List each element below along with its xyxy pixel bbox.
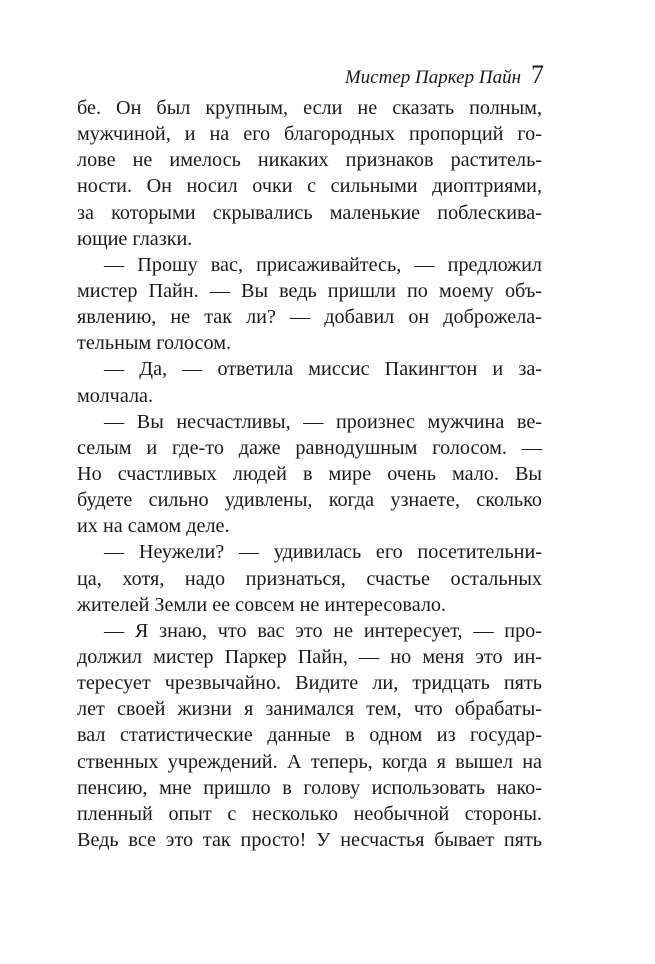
text-line: ца, хотя, надо признаться, счастье остальных bbox=[77, 567, 542, 590]
text-line: лет своей жизни я занимался тем, что обрабаты- bbox=[77, 698, 542, 721]
text-line: ющие глазки. bbox=[77, 227, 193, 250]
text-line: за которыми скрывались маленькие поблескива- bbox=[77, 201, 542, 224]
running-title: Мистер Паркер Пайн bbox=[344, 67, 521, 88]
text-line: — Я знаю, что вас это не интересует, — про- bbox=[104, 619, 542, 642]
text-line: Ведь все это так просто! У несчастья бывает пять bbox=[77, 828, 542, 851]
text-line: ности. Он носил очки с сильными диоптриями, bbox=[77, 175, 542, 198]
text-line: мужчиной, и на его благородных пропорций го- bbox=[77, 123, 542, 146]
text-line: бе. Он был крупным, если не сказать полным, bbox=[77, 97, 542, 119]
text-line: вал статистические данные в одном из государ- bbox=[77, 724, 542, 747]
text-line: — Да, — ответила миссис Пакингтон и за- bbox=[104, 358, 542, 381]
text-line: молчала. bbox=[77, 384, 154, 407]
text-line: явлению, не так ли? — добавил он доброжела- bbox=[77, 306, 542, 329]
text-line: лове не имелось никаких признаков раститель- bbox=[77, 149, 542, 172]
text-line: пленный опыт с несколько необычной стороны. bbox=[77, 802, 542, 825]
page-number: 7 bbox=[531, 60, 544, 89]
text-line: будете сильно удивлены, когда узнаете, сколько bbox=[77, 489, 542, 512]
text-line: мистер Пайн. — Вы ведь пришли по моему объ- bbox=[77, 279, 542, 302]
text-line: Но счастливых людей в мире очень мало. Вы bbox=[77, 462, 542, 485]
text-line: — Вы несчастливы, — произнес мужчина ве- bbox=[104, 410, 542, 433]
running-head bbox=[345, 60, 544, 90]
text-line: тельным голосом. bbox=[77, 332, 232, 355]
text-line: — Прошу вас, присаживайтесь, — предложил bbox=[104, 253, 542, 276]
text-line: тересует чрезвычайно. Видите ли, тридцать пять bbox=[77, 672, 542, 695]
body-text bbox=[77, 95, 542, 853]
text-line: их на самом деле. bbox=[77, 515, 230, 538]
text-line: жителей Земли ее совсем не интересовало. bbox=[77, 593, 447, 616]
text-line: селым и где-то даже равнодушным голосом. — bbox=[77, 436, 542, 459]
text-line: должил мистер Паркер Пайн, — но меня это ин- bbox=[77, 645, 542, 668]
text-line: ственных учреждений. А теперь, когда я вышел на bbox=[77, 750, 542, 773]
text-line: пенсию, мне пришло в голову использовать нако- bbox=[77, 776, 542, 799]
text-line: — Неужели? — удивилась его посетительни- bbox=[104, 541, 542, 564]
